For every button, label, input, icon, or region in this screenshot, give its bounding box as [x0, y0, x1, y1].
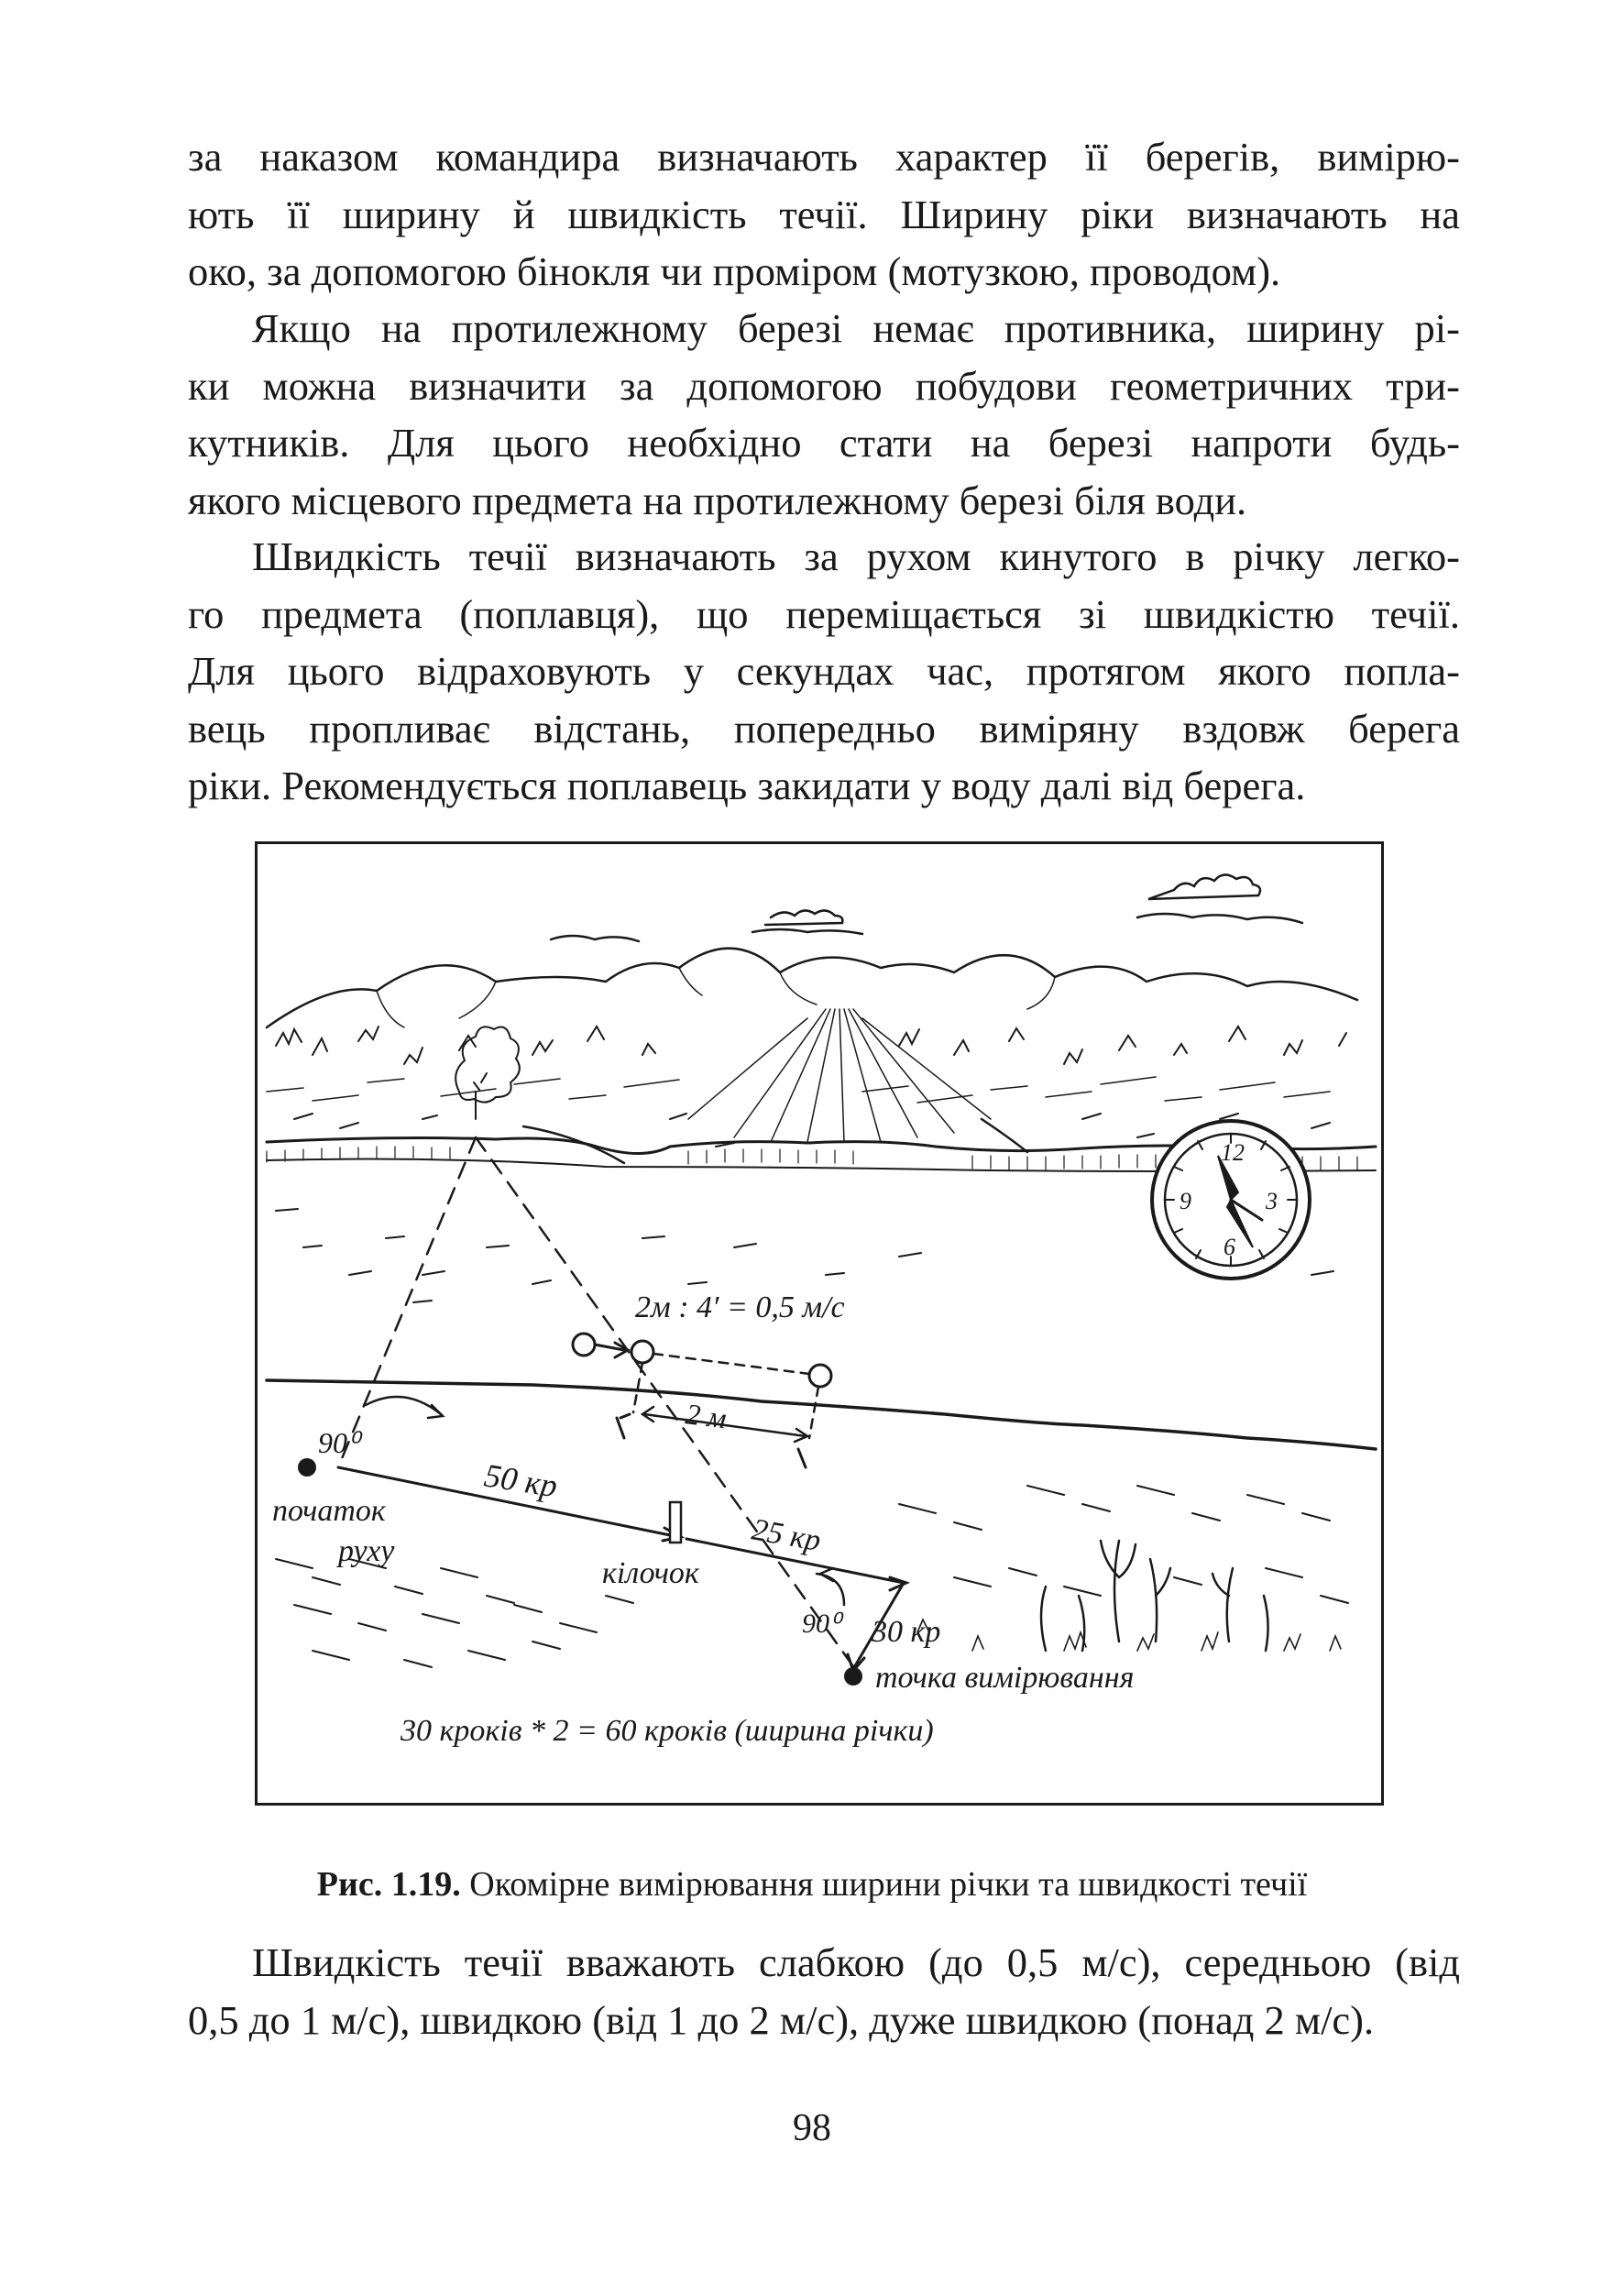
figure-number: Рис. 1.19.	[316, 1865, 461, 1904]
text-line: Для цього відраховують у секундах час, протягом якого попла-	[188, 648, 1460, 694]
near-riverbank	[267, 1380, 1376, 1449]
distance-2m-label: 2 м	[684, 1397, 729, 1435]
far-vegetation	[276, 1027, 1346, 1064]
cloud-icon	[765, 910, 842, 925]
steps-30-label: 30 кр	[872, 1615, 941, 1649]
river-width-formula: 30 кроків * 2 = 60 кроків (ширина річки)	[401, 1714, 934, 1748]
mountains	[267, 949, 1357, 1027]
text-line: кутників. Для цього необхідно стати на березі напроти будь-	[188, 420, 1460, 466]
speed-formula-label: 2м : 4′ = 0,5 м/с	[635, 1290, 845, 1324]
river-measurement-figure	[255, 841, 1384, 1806]
cloud-icon	[752, 929, 862, 934]
measurement-point-label: точка вимірювання	[875, 1661, 1135, 1695]
start-label-line1: початок	[272, 1494, 386, 1528]
text-line: ють її ширину й швидкість течії. Ширину ріки визначають на	[188, 191, 1460, 237]
closing-paragraph	[188, 1934, 1460, 2048]
text-line: ріки. Рекомендується поплавець закидати у воду далі від берега.	[188, 763, 1306, 808]
float-start	[573, 1334, 595, 1356]
text-line: око, за допомогою бінокля чи проміром (мотузкою, проводом).	[188, 248, 1281, 294]
figure-caption	[0, 1861, 1624, 1908]
compass-number: 3	[1266, 1188, 1278, 1214]
sight-line-left	[338, 1137, 476, 1467]
figure-caption-text: Окомірне вимірювання ширини річки та швидкості течії	[460, 1865, 1308, 1904]
paragraph-3	[188, 528, 1460, 815]
measurement-point	[844, 1667, 862, 1686]
compass-number: 9	[1180, 1188, 1191, 1214]
near-vegetation	[276, 1486, 1348, 1667]
paragraph-2	[188, 300, 1460, 529]
compass-number: 6	[1223, 1234, 1235, 1260]
angle-right-label: 90⁰	[802, 1609, 841, 1639]
cloud-icon	[1137, 914, 1302, 923]
text-line: Швидкість течії визначають за рухом кинутого в річку легко-	[252, 533, 1460, 579]
text-line: го предмета (поплавця), що переміщається зі швидкістю течії.	[188, 590, 1460, 637]
text-line: вець пропливає відстань, попередньо виміряну вздовж берега	[188, 705, 1460, 752]
cloud-icon	[551, 936, 639, 941]
start-point	[298, 1458, 316, 1477]
text-line: ки можна визначити за допомогою побудови геометричних три-	[188, 362, 1460, 409]
steps-25-label: 25 кр	[749, 1512, 824, 1558]
peg-marker	[670, 1502, 681, 1543]
field-rays	[688, 1009, 991, 1142]
cloud-icon	[1148, 874, 1260, 899]
steps-50-label: 50 кр	[481, 1456, 560, 1505]
angle-left-label: 90⁰	[318, 1426, 359, 1459]
text-line: Якщо на протилежному березі немає противника, ширину рі-	[252, 305, 1460, 351]
text-line: 0,5 до 1 м/с), швидкою (від 1 до 2 м/с), дуже швидкою (понад 2 м/с).	[188, 1996, 1375, 2043]
float-end	[809, 1365, 831, 1387]
paragraph-1	[188, 128, 1460, 301]
text-line: Швидкість течії вважають слабкою (до 0,5 м/с), середньою (від	[252, 1939, 1460, 1985]
text-line: за наказом командира визначають характер її берегів, вимірю-	[188, 134, 1460, 180]
river-landscape-drawing	[258, 844, 1381, 1803]
compass-number: 12	[1221, 1139, 1245, 1166]
float-middle	[631, 1341, 653, 1363]
page-number: 98	[793, 2107, 831, 2149]
text-line: якого місцевого предмета на протилежному березі біля води.	[188, 477, 1247, 523]
start-label-line2: руху	[338, 1534, 395, 1568]
peg-label: кілочок	[602, 1556, 699, 1590]
